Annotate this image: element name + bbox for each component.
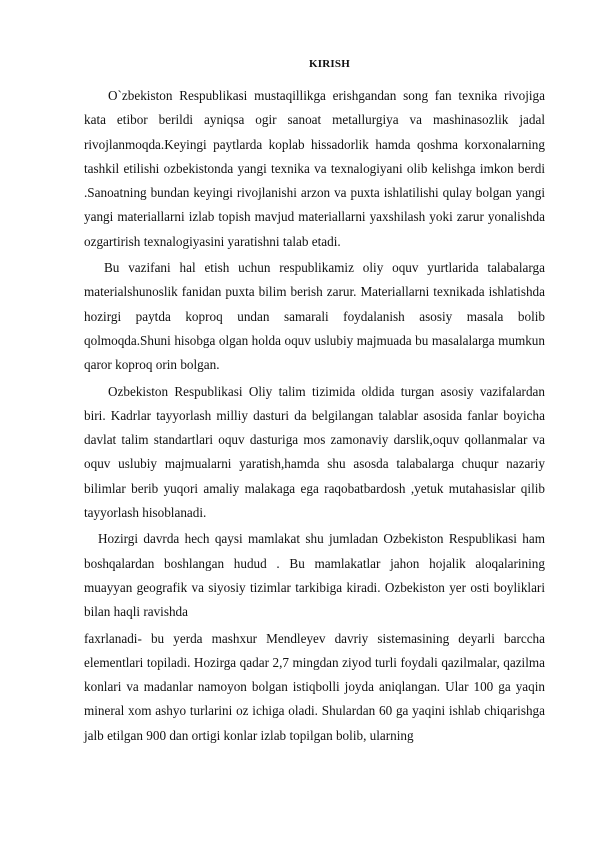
paragraph-tasks: Bu vazifani hal etish uchun respublikamiz oliy oquv yurtlarida talabalarga materialshunoslik fanidan puxta bilim berish zarur. Materiallarni texnikada ishlatishda hozirgi paytda koproq undan samarali foydalanish asosiy masala bolib qolmoqda.Shuni hisobga olgan holda oquv uslubiy majmuada bu masalalarga mumkun qaror koproq orin bolgan. xyxy=(84,260,545,373)
page-title: KIRISH xyxy=(309,58,350,70)
paragraph-resources: faxrlanadi- bu yerda mashxur Mendleyev davriy sistemasining deyarli barccha elementlari topiladi. Hozirga qadar 2,7 mingdan ziyod turli foydali qazilmalar, qazilma konlari va madanlar namoyon bolgan istiqbolli joyda aniqlangan. Ular 100 ga yaqin mineral xom ashyo turlarini oz ichiga oladi. Shulardan 60 ga yaqini ishlab chiqarishga jalb etilgan 900 dan ortigi konlar izlab topilgan bolib, ularning xyxy=(84,630,545,743)
document-page xyxy=(84,58,545,748)
paragraph-intro: O`zbekiston Respublikasi mustaqillikga erishgandan song fan texnika rivojiga kata etibor berildi ayniqsa ogir sanoat metallurgiya va mashinasozlik jadal rivojlanmoqda.Keyingi paytlarda koplab hissadorlik hamda qoshma korxonalarning tashkil etilishi ozbekistonda yangi texnika va texnalogiyani olib kelishga imkon berdi .Sanoatning bundan keyingi rivojlanishi arzon va puxta ishlatilishi qulay bolgan yangi yangi materiallarni izlab topish mavjud materiallarni yaxshilash yoki zarur yonalishda ozgartirish texnalogiyasini yaratishni talab etadi. xyxy=(84,88,545,249)
paragraph-education: Ozbekiston Respublikasi Oliy talim tizimida oldida turgan asosiy vazifalardan biri. Kadrlar tayyorlash milliy dasturi da belgilangan talablar asosida fanlar boyicha davlat talim standartlari oquv dasturiga mos zamonaviy darslik,oquv qollanmalar va oquv uslubiy majmualarni yaratish,hamda shu asosda talabalarga chuqur nazariy bilimlar berib yuqori amaliy malakaga ega raqobatbardosh ,yetuk mutahasislar qilib tayyorlash hisoblanadi. xyxy=(84,383,545,521)
paragraph-country: Hozirgi davrda hech qaysi mamlakat shu jumladan Ozbekiston Respublikasi ham boshqalardan boshlangan hudud . Bu mamlakatlar jahon hojalik aloqalarining muayyan geografik va siyosiy tizimlar tarkibiga kiradi. Ozbekiston yer osti boyliklari bilan haqli ravishda xyxy=(84,531,545,620)
